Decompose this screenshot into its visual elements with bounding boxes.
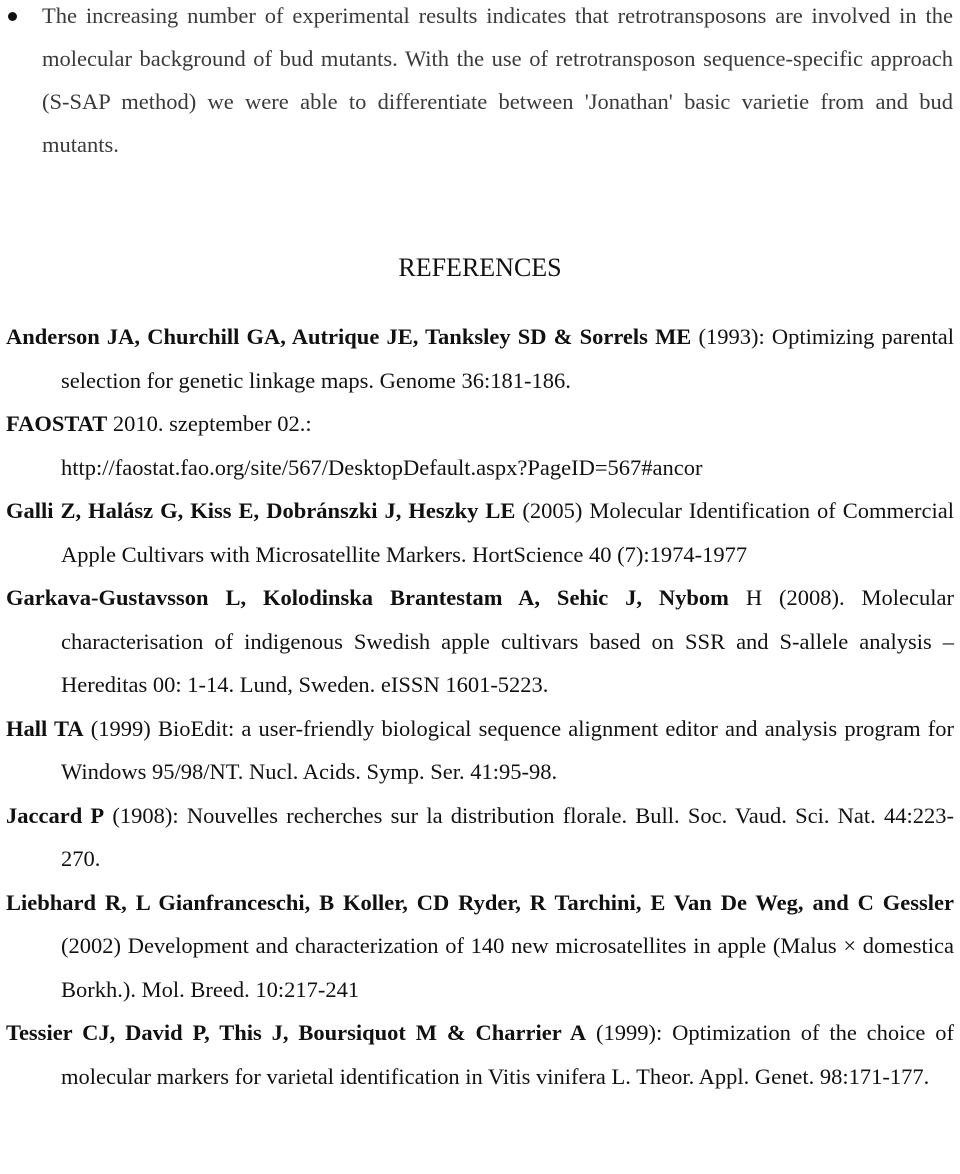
reference-authors: Garkava-Gustavsson L, Kolodinska Brantestam A, Sehic J, Nybom bbox=[6, 585, 729, 610]
reference-text: (2005) Molecular Identification of Commercial Apple Cultivars with Microsatellite Markers. HortScience 40 (7):1974-1977 bbox=[61, 498, 954, 567]
reference-item bbox=[6, 489, 954, 576]
reference-text: (2002) Development and characterization of 140 new microsatellites in apple (Malus × domestica Borkh.). Mol. Breed. 10:217-241 bbox=[61, 933, 954, 1002]
reference-url: http://faostat.fao.org/site/567/DesktopDefault.aspx?PageID=567#ancor bbox=[61, 454, 703, 480]
reference-authors: Liebhard R, L Gianfranceschi, B Koller, CD Ryder, R Tarchini, E Van De Weg, and C Gessler bbox=[6, 889, 954, 915]
reference-authors: Galli Z, Halász G, Kiss E, Dobránszki J, Heszky LE bbox=[6, 498, 516, 523]
reference-text: (1999) BioEdit: a user-friendly biological sequence alignment editor and analysis program for Windows 95/98/NT. Nucl. Acids. Symp. Ser. 41:95-98. bbox=[61, 715, 954, 784]
reference-text: (1993): Optimizing parental selection for genetic linkage maps. Genome 36:181-186. bbox=[61, 324, 954, 393]
intro-paragraph: The increasing number of experimental results indicates that retrotransposons are involved in the molecular background of bud mutants. With the use of retrotransposon sequence-specific approach (S-SAP method) we were able to differentiate between 'Jonathan' basic varietie from and bud mutants. bbox=[42, 3, 953, 157]
intro-bullet bbox=[8, 0, 953, 166]
reference-text: 2010. szeptember 02.: bbox=[107, 411, 312, 436]
reference-item bbox=[6, 1011, 954, 1098]
reference-item bbox=[6, 402, 954, 489]
references-list bbox=[6, 315, 954, 1098]
bullet-icon bbox=[8, 12, 17, 21]
references-heading: REFERENCES bbox=[398, 253, 562, 282]
reference-item bbox=[6, 576, 954, 707]
reference-authors: Tessier CJ, David P, This J, Boursiquot M & Charrier A bbox=[6, 1020, 587, 1045]
reference-item bbox=[6, 315, 954, 402]
reference-text: H (2008). Molecular characterisation of indigenous Swedish apple cultivars based on SSR and S-allele analysis – Hereditas 00: 1-14. Lund, Sweden. eISSN 1601-5223. bbox=[61, 585, 954, 697]
reference-text: (1908): Nouvelles recherches sur la distribution florale. Bull. Soc. Vaud. Sci. Nat. 44:223-270. bbox=[61, 802, 954, 871]
reference-item bbox=[6, 881, 954, 1012]
reference-authors: Hall TA bbox=[6, 715, 84, 741]
reference-text: (1999): Optimization of the choice of molecular markers for varietal identification in Vitis vinifera L. Theor. Appl. Genet. 98:171-177. bbox=[61, 1020, 954, 1089]
reference-authors: Anderson JA, Churchill GA, Autrique JE, Tanksley SD & Sorrels ME bbox=[6, 324, 692, 349]
reference-authors: Jaccard P bbox=[6, 802, 105, 828]
reference-item bbox=[6, 794, 954, 881]
reference-item bbox=[6, 707, 954, 794]
reference-authors: FAOSTAT bbox=[6, 411, 108, 436]
